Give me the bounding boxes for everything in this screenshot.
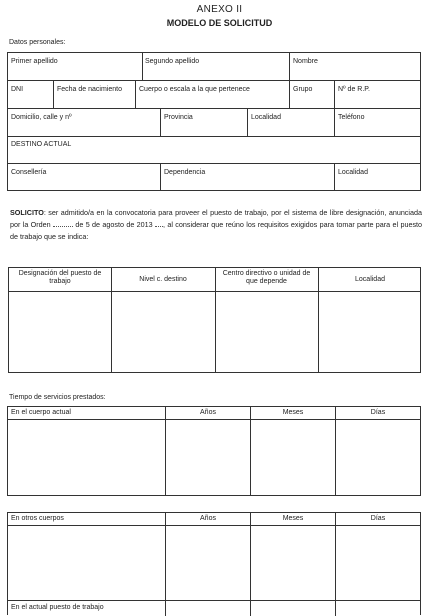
destino-actual-label: DESTINO ACTUAL	[11, 141, 72, 148]
provincia-field[interactable]: Provincia	[164, 114, 193, 121]
solicito-text-2: , al considerar que reúno los requisitos exigidos para tomar parte para el puesto de trabajo que se indica:	[10, 220, 423, 241]
telefono-field[interactable]: Teléfono	[338, 114, 365, 121]
servicios-label: Tiempo de servicios prestados:	[9, 394, 106, 401]
puesto-header-nivel: Nivel c. destino	[139, 276, 187, 283]
localidad-field[interactable]: Localidad	[251, 114, 281, 121]
servicios-table-1	[7, 406, 421, 496]
annex-title: ANEXO II	[196, 4, 243, 15]
segundo-apellido-field[interactable]: Segundo apellido	[145, 58, 200, 65]
cuerpo-actual-label: En el cuerpo actual	[11, 409, 71, 416]
puesto-header-localidad: Localidad	[355, 276, 385, 283]
puesto-header-centro: Centro directivo o unidad de que depende	[222, 270, 311, 286]
actual-puesto-label: En el actual puesto de trabajo	[11, 604, 104, 611]
t1-dias-cell[interactable]	[336, 420, 420, 495]
form-title: MODELO DE SOLICITUD	[166, 18, 273, 28]
dni-field[interactable]: DNI	[11, 86, 24, 93]
t1-meses-cell[interactable]	[251, 420, 335, 495]
t2-dias-cell[interactable]	[336, 526, 420, 600]
puesto-cell-localidad[interactable]	[319, 292, 420, 372]
personal-data-label: Datos personales:	[9, 39, 66, 46]
puesto-cell-nivel[interactable]	[112, 292, 215, 372]
puesto-cell-designacion[interactable]	[9, 292, 111, 372]
personal-data-table	[7, 52, 421, 191]
t1-meses-header: Meses	[282, 409, 304, 416]
puesto-table	[8, 267, 421, 373]
solicito-date: de 5 de agosto de 2013	[75, 220, 153, 229]
grupo-field[interactable]: Grupo	[293, 86, 313, 93]
n-rp-field[interactable]: Nº de R.P.	[338, 86, 370, 93]
primer-apellido-field[interactable]: Primer apellido	[11, 58, 58, 65]
fecha-nacimiento-field[interactable]: Fecha de nacimiento	[57, 86, 122, 93]
localidad-destino-field[interactable]: Localidad	[338, 169, 368, 176]
solicito-paragraph	[10, 207, 422, 243]
t2-meses-header: Meses	[282, 515, 304, 522]
nombre-field[interactable]: Nombre	[293, 58, 318, 65]
solicito-text-1: : ser admitido/a en la convocatoria para proveer el puesto de trabajo, por el sistema de libre designación, anunciada por la Orden	[10, 208, 422, 229]
t2-anos-header: Años	[200, 515, 216, 522]
solicito-keyword: SOLICITO	[10, 208, 44, 217]
dependencia-field[interactable]: Dependencia	[164, 169, 206, 176]
t2-meses-cell[interactable]	[251, 526, 335, 600]
t1-anos-cell[interactable]	[166, 420, 250, 495]
servicios-table-2	[7, 512, 421, 615]
conselleria-field[interactable]: Consellería	[11, 169, 47, 176]
t1-anos-header: Años	[200, 409, 216, 416]
cuerpo-escala-field[interactable]: Cuerpo o escala a la que pertenece	[139, 86, 250, 93]
t2-anos-cell[interactable]	[166, 526, 250, 600]
puesto-header-designacion: Designación del puesto de trabajo	[18, 270, 102, 286]
t1-dias-header: Días	[370, 409, 386, 416]
date-blank	[155, 226, 163, 227]
t2-dias-header: Días	[370, 515, 386, 522]
domicilio-field[interactable]: Domicilio, calle y nº	[11, 114, 72, 121]
orden-blank[interactable]	[53, 226, 73, 227]
puesto-cell-centro[interactable]	[216, 292, 318, 372]
otros-cuerpos-label: En otros cuerpos	[11, 515, 64, 522]
